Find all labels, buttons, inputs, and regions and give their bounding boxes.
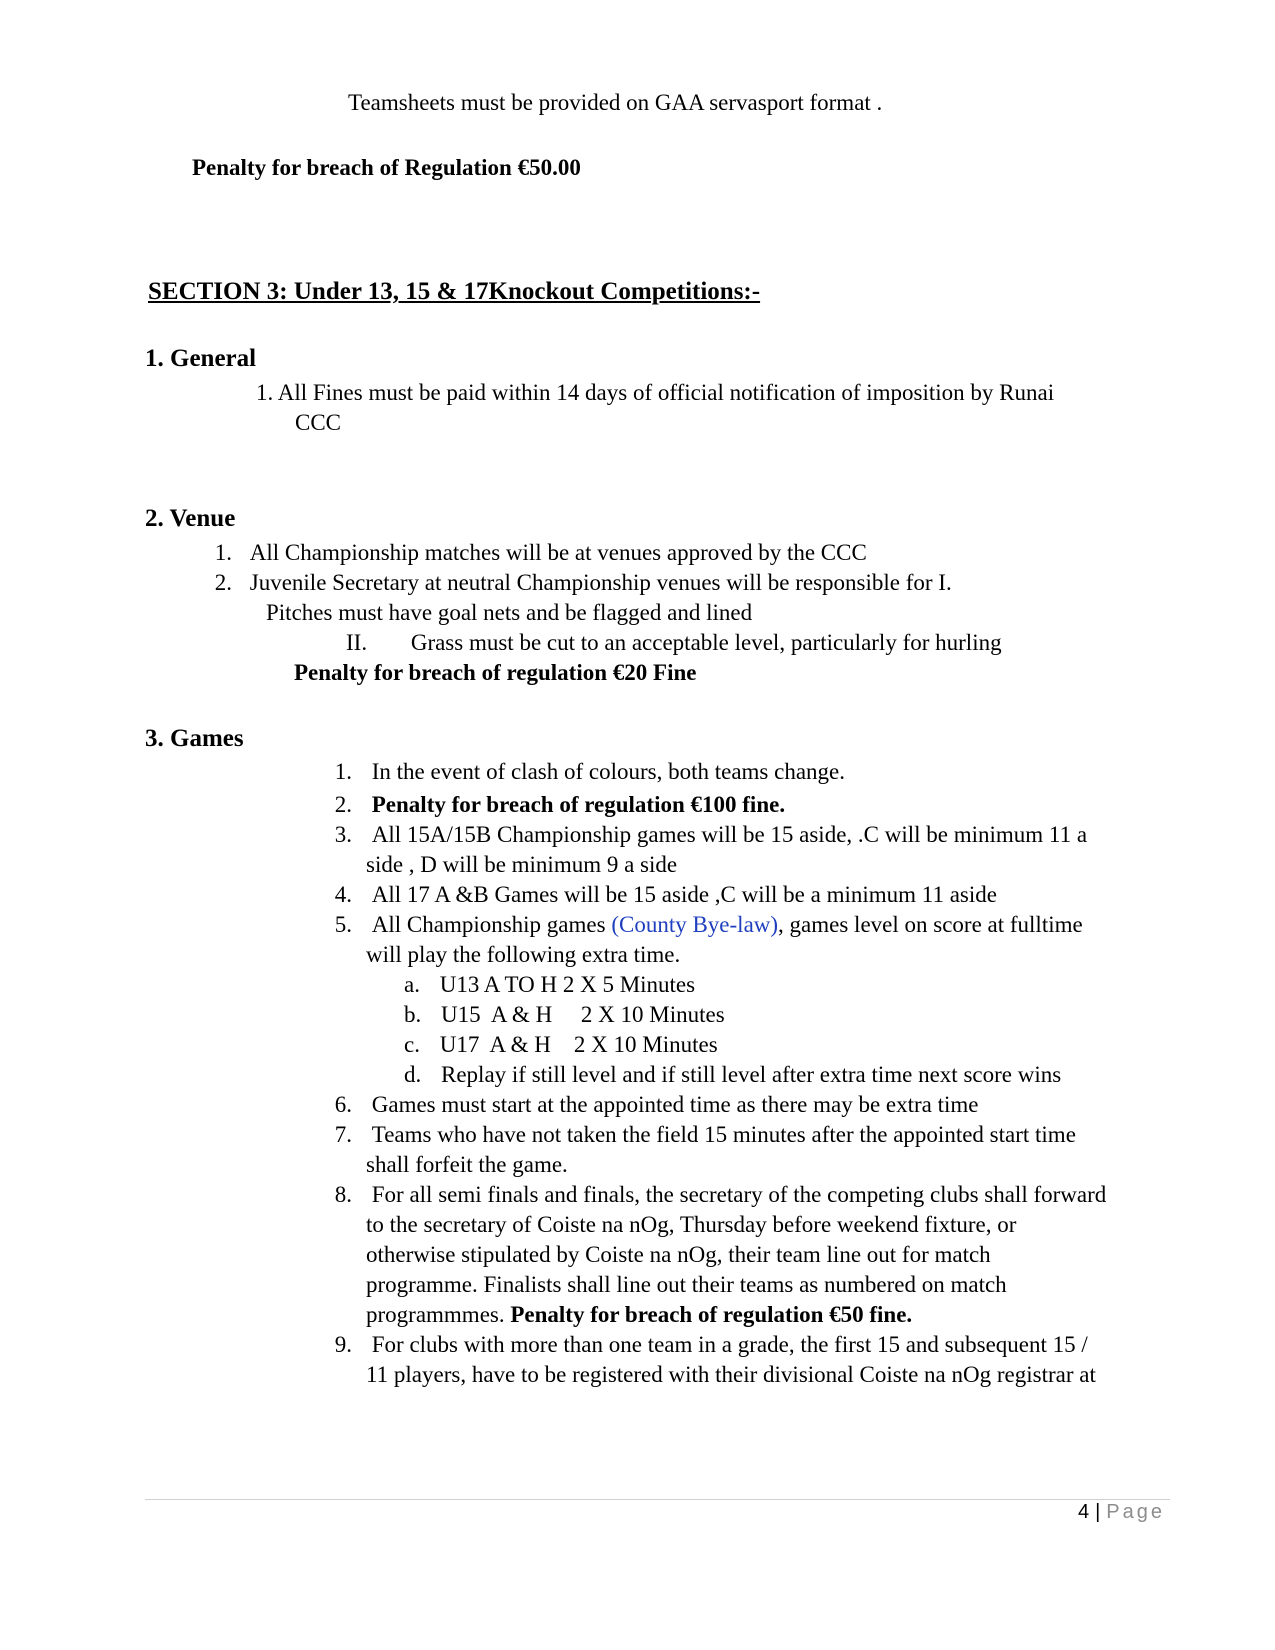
list-text: For clubs with more than one team in a grade, the first 15 and subsequent 15 /: [371, 1332, 1088, 1357]
games-item-6: [330, 1090, 979, 1120]
footer-separator: |: [1095, 1501, 1101, 1523]
list-text: All 15A/15B Championship games will be 15 aside, .C will be minimum 11 a: [371, 822, 1088, 847]
list-number: 2.: [334, 792, 352, 817]
list-text: , games level on score at fulltime: [778, 912, 1083, 937]
venue-subitem-2: [346, 628, 1002, 658]
venue-item-2-cont: Pitches must have goal nets and be flagged and lined: [266, 600, 753, 625]
games-item-8: [330, 1180, 1106, 1210]
list-number: II.: [346, 630, 368, 655]
general-item-1-cont: CCC: [295, 410, 342, 435]
list-letter: c.: [404, 1032, 420, 1057]
page-label: Page: [1106, 1501, 1165, 1523]
list-text: All 17 A &B Games will be 15 aside ,C will be a minimum 11 aside: [371, 882, 997, 907]
games-item-4: [330, 880, 997, 910]
games-item-1: [330, 757, 845, 787]
list-number: 1.: [334, 759, 352, 784]
list-text: All Championship games: [371, 912, 612, 937]
list-number: 1.: [256, 380, 274, 405]
list-number: 7.: [334, 1122, 352, 1147]
page-footer: [1078, 1501, 1165, 1524]
list-text: For all semi finals and finals, the secretary of the competing clubs shall forward: [371, 1182, 1107, 1207]
extra-time-item-b: [404, 1000, 725, 1030]
list-number: 6.: [334, 1092, 352, 1117]
list-text: Grass must be cut to an acceptable level, particularly for hurling: [410, 630, 1002, 655]
list-number: 5.: [334, 912, 352, 937]
list-text: U13 A TO H 2 X 5 Minutes: [439, 972, 696, 997]
penalty-text: Penalty for breach of regulation €50 fine.: [510, 1302, 913, 1327]
teamsheets-note: Teamsheets must be provided on GAA servasport format .: [348, 90, 883, 115]
list-number: 8.: [334, 1182, 352, 1207]
list-letter: a.: [404, 972, 420, 997]
list-text: All Championship matches will be at venues approved by the CCC: [249, 540, 867, 565]
games-item-9-cont: 11 players, have to be registered with their divisional Coiste na nOg registrar at: [366, 1362, 1096, 1387]
list-text: Juvenile Secretary at neutral Championship venues will be responsible for I.: [249, 570, 952, 595]
list-text: Penalty for breach of regulation €100 fine.: [371, 792, 786, 817]
list-number: 9.: [334, 1332, 352, 1357]
games-item-8-cont: [366, 1300, 912, 1330]
list-number: 4.: [334, 882, 352, 907]
list-text: U15 A & H 2 X 10 Minutes: [441, 1002, 725, 1027]
games-item-7: [330, 1120, 1076, 1150]
list-number: 1.: [214, 540, 232, 565]
venue-item-1: [210, 538, 867, 568]
list-text: U17 A & H 2 X 10 Minutes: [439, 1032, 718, 1057]
games-item-9: [330, 1330, 1088, 1360]
games-item-8-cont: programme. Finalists shall line out their teams as numbered on match: [366, 1272, 1007, 1297]
games-item-7-cont: shall forfeit the game.: [366, 1152, 568, 1177]
venue-heading: 2. Venue: [145, 505, 236, 532]
page-number: 4: [1077, 1501, 1090, 1523]
list-letter: d.: [404, 1062, 422, 1087]
list-text: Teams who have not taken the field 15 minutes after the appointed start time: [371, 1122, 1076, 1147]
general-heading: 1. General: [145, 345, 257, 372]
footer-divider: [145, 1499, 1170, 1500]
venue-penalty: Penalty for breach of regulation €20 Fine: [294, 660, 697, 685]
extra-time-item-c: [404, 1030, 718, 1060]
list-number: 3.: [334, 822, 352, 847]
list-text: In the event of clash of colours, both teams change.: [371, 759, 846, 784]
list-text: programmmes.: [366, 1302, 511, 1327]
list-text: All Fines must be paid within 14 days of official notification of imposition by Runai: [277, 380, 1055, 405]
games-item-5-cont: will play the following extra time.: [366, 942, 681, 967]
general-item-1: [256, 378, 1054, 408]
games-heading: 3. Games: [145, 725, 244, 752]
extra-time-item-a: [404, 970, 695, 1000]
section-heading: SECTION 3: Under 13, 15 & 17Knockout Competitions:-: [148, 278, 761, 305]
games-item-8-cont: otherwise stipulated by Coiste na nOg, their team line out for match: [366, 1242, 991, 1267]
penalty-note-top: Penalty for breach of Regulation €50.00: [192, 155, 581, 180]
list-text: Games must start at the appointed time as there may be extra time: [371, 1092, 979, 1117]
games-item-8-cont: to the secretary of Coiste na nOg, Thursday before weekend fixture, or: [366, 1212, 1017, 1237]
games-item-2: [330, 790, 785, 820]
extra-time-item-d: [404, 1060, 1061, 1090]
games-item-5: [330, 910, 1083, 940]
games-item-3: [330, 820, 1087, 850]
list-letter: b.: [404, 1002, 422, 1027]
venue-item-2: [210, 568, 952, 598]
games-item-3-cont: side , D will be minimum 9 a side: [366, 852, 678, 877]
list-text: Replay if still level and if still level after extra time next score wins: [441, 1062, 1062, 1087]
bye-law-link[interactable]: (County Bye-law): [611, 912, 779, 937]
list-number: 2.: [214, 570, 232, 595]
